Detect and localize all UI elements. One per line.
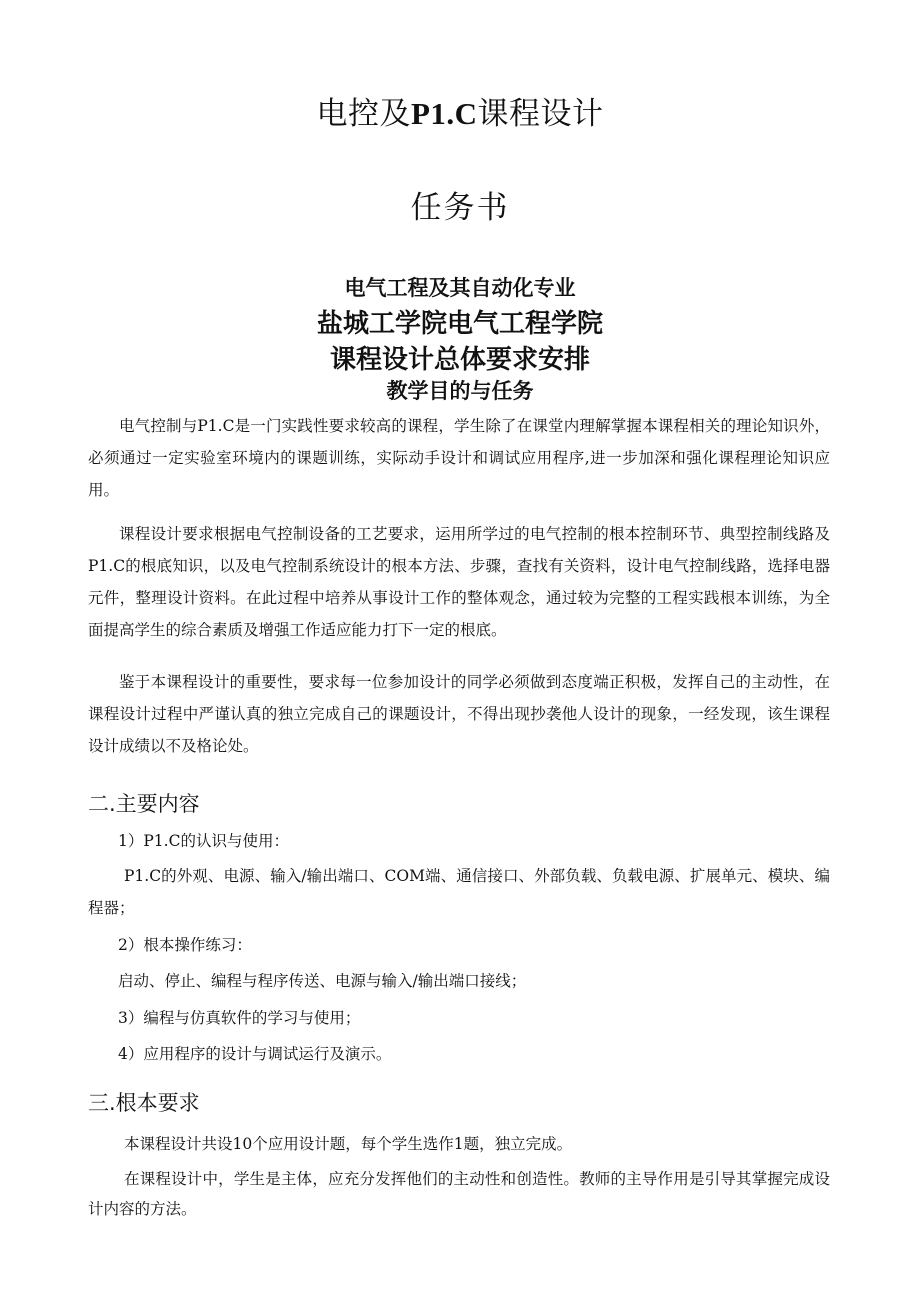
requirements-heading: 课程设计总体要求安排 bbox=[329, 345, 590, 375]
content-item-1-title: 1）P1.C的认识与使用： bbox=[118, 832, 289, 850]
goal-heading: 教学目的与任务 bbox=[386, 379, 534, 403]
section-2-heading: 二.主要内容 bbox=[88, 792, 200, 816]
title-plc: P1.C bbox=[410, 96, 478, 131]
content-item-2-title: 2）根本操作练习： bbox=[118, 936, 252, 954]
document-title bbox=[0, 88, 920, 133]
content-item-4: 4）应用程序的设计与调试运行及演示。 bbox=[118, 1045, 392, 1063]
basic-requirement-paragraph-2: 在课程设计中，学生是主体，应充分发挥他们的主动性和创造性。教师的主导作用是引导其掌握完成设计内容的方法。 bbox=[88, 1170, 830, 1218]
major-heading: 电气工程及其自动化专业 bbox=[344, 276, 576, 300]
content-item-2-body: 启动、停止、编程与程序传送、电源与输入/输出端口接线； bbox=[118, 972, 527, 990]
document-subtitle: 任务书 bbox=[410, 190, 510, 226]
intro-paragraph-1: 电气控制与P1.C是一门实践性要求较高的课程，学生除了在课堂内理解掌握本课程相关的理论知识外，必须通过一定实验室环境内的课题训练，实际动手设计和调试应用程序,进一步加深和强化课程理论知识应用。 bbox=[88, 417, 830, 499]
basic-requirement-paragraph-1: 本课程设计共设10个应用设计题，每个学生选作1题，独立完成。 bbox=[124, 1135, 573, 1153]
content-item-3: 3）编程与仿真软件的学习与使用； bbox=[118, 1009, 361, 1027]
section-3-heading: 三.根本要求 bbox=[88, 1091, 200, 1115]
school-heading: 盐城工学院电气工程学院 bbox=[316, 309, 603, 339]
title-suffix: 课程设计 bbox=[477, 96, 604, 132]
intro-paragraph-3: 鉴于本课程设计的重要性，要求每一位参加设计的同学必须做到态度端正积极，发挥自己的主动性，在课程设计过程中严谨认真的独立完成自己的课题设计，不得出现抄袭他人设计的现象，一经发现，该生课程设计成绩以不及格论处。 bbox=[88, 673, 830, 755]
intro-paragraph-2: 课程设计要求根据电气控制设备的工艺要求，运用所学过的电气控制的根本控制环节、典型控制线路及P1.C的根底知识，以及电气控制系统设计的根本方法、步骤，查找有关资料，设计电气控制线路，选择电器元件，整理设计资料。在此过程中培养从事设计工作的整体观念，通过较为完整的工程实践根本训练，为全面提高学生的综合素质及增强工作适应能力打下一定的根底。 bbox=[88, 525, 830, 639]
content-item-1-body: P1.C的外观、电源、输入/输出端口、COM端、通信接口、外部负载、负载电源、扩展单元、模块、编程器； bbox=[88, 867, 830, 917]
title-prefix: 电控及 bbox=[316, 96, 411, 132]
